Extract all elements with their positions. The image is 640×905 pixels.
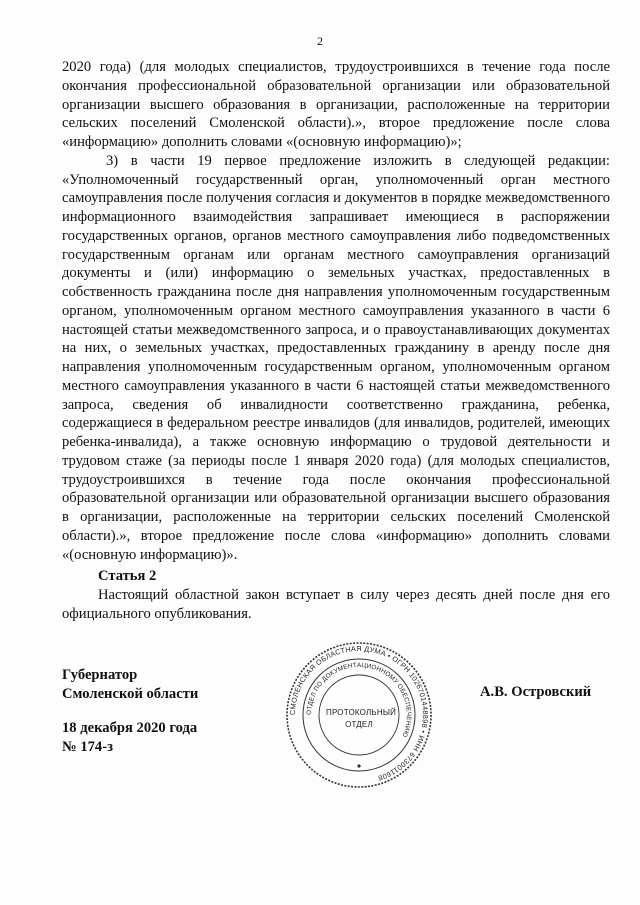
seal-center-line-2: ОТДЕЛ — [345, 720, 373, 729]
article-text: Настоящий областной закон вступает в силу через десять дней после дня его официального опубликования. — [62, 586, 610, 622]
body-text — [62, 58, 610, 564]
seal-center-label — [326, 707, 397, 731]
law-number: № 174-з — [62, 739, 113, 755]
position-line-2: Смоленской области — [62, 686, 199, 702]
seal-center-line-1: ПРОТОКОЛЬНЫЙ — [326, 708, 397, 717]
signer-name: А.В. Островский — [480, 684, 592, 700]
seal-star-icon — [357, 764, 360, 767]
article-2 — [62, 567, 610, 623]
signature-position — [62, 666, 198, 704]
position-line-1: Губернатор — [62, 667, 138, 683]
seal-outer-text: СМОЛЕНСКАЯ ОБЛАСТНАЯ ДУМА • ОГРН 1026701448898 • ИНН 6730011608 — [287, 643, 431, 783]
page-number: 2 — [317, 34, 323, 48]
signing-date: 18 декабря 2020 года — [62, 720, 198, 736]
seal-inner-text: ОТДЕЛ ПО ДОКУМЕНТАЦИОННОМУ ОБЕСПЕЧЕНИЮ — [305, 661, 413, 739]
date-block — [62, 719, 197, 757]
paragraph-part-3: 3) в части 19 первое предложение изложить в следующей редакции: «Уполномоченный государственный орган, уполномоченный орган местного самоуправления после получения согласия и документов в порядке межведомственного информационного взаимодействия запрашивает имеющиеся в распоряжении государственных органов, органов местного самоуправления либо подведомственных государственным органам или органам местного самоуправления организаций документы и (или) информацию о земельных участках, предоставленных в собственность гражданина после дня направления уполномоченным государственным органом, уполномоченным органом местного самоуправления указанного в части 6 настоящей статьи межведомственного запроса, и о правоустанавливающих документах на них, о земельных участках, предоставленных гражданину в аренду после дня направления уполномоченным государственным органом, уполномоченным органом местного самоуправления указанного в части 6 настоящей статьи межведомственного запроса, сведения об инвалидности соответственно гражданина, ребенка, содержащиеся в федеральном реестре инвалидов (для инвалидов, родителей, имеющих ребенка-инвалида), а также основную информацию о трудовой деятельности и трудовом стаже (за периоды после 1 января 2020 года) (для молодых специалистов, трудоустроившихся в течение года после окончания профессиональной образовательной организации или образовательной организации высшего образования в организации, расположенные на территории сельских поселений Смоленской области).», второе предложение после слова «информацию» дополнить словами «(основную информацию)». — [62, 152, 610, 563]
article-title: Статья 2 — [98, 568, 157, 584]
paragraph-continuation: 2020 года) (для молодых специалистов, трудоустроившихся в течение года после окончания профессиональной образовательной организации или образовательной организации высшего образования в организации, расположенные на территории сельских поселений Смоленской области).», второе предложение после слова «информацию» дополнить словами «(основную информацию)»; — [62, 59, 610, 150]
